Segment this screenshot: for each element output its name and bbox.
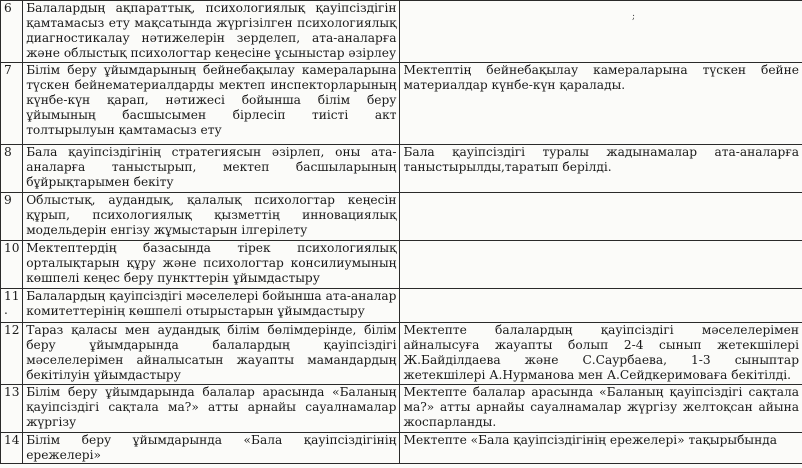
table-row — [1, 323, 802, 385]
task-cell: Балалардың қауіпсіздігі мәселелері бойынша ата-аналар комитеттерінің көшпелі отырыстарын ұйымдастыру — [23, 289, 400, 323]
table-row — [1, 385, 802, 433]
table-row — [1, 289, 802, 323]
row-number: 6 — [1, 1, 23, 63]
table-row — [1, 241, 802, 289]
result-cell — [400, 193, 802, 241]
result-cell — [400, 289, 802, 323]
result-cell: Бала қауіпсіздігі туралы жадынамалар ата-аналарға таныстырылды,таратып берілді. — [400, 145, 802, 193]
row-number: 12 — [1, 323, 23, 385]
result-cell — [400, 241, 802, 289]
row-number: 10 — [1, 241, 23, 289]
result-cell: Мектепте балалар арасында «Баланың қауіпсіздігі сақтала ма?» атты арнайы сауалнамалар жүргізу желтоқсан айына жоспарланды. — [400, 385, 802, 433]
row-number: 11 — [4, 289, 20, 303]
task-cell: Білім беру ұйымдарының бейнебақылау камераларына түскен бейнематериалдарды мектеп инспекторларының күнбе-күн қарап, нәтижесі бойынша білім беру ұйымының басшысымен бірлесіп тиісті акт толтырылуын қамтамасыз ету — [23, 63, 400, 145]
task-cell: Білім беру ұйымдарында «Бала қауіпсіздігінің ережелері» — [23, 433, 400, 464]
task-cell: Облыстық, аудандық, қалалық психологтар кеңесін құрып, психологиялық қызметтің инновациялық модельдерін енгізу жұмыстарын ілгерілету — [23, 193, 400, 241]
row-number-cell — [1, 289, 23, 323]
result-cell — [400, 1, 802, 63]
row-number: 14 — [1, 433, 23, 464]
task-cell: Бала қауіпсіздігінің стратегиясын әзірлеп, оны ата-аналарға таныстырып, мектеп басшыларының бұйрықтарымен бекіту — [23, 145, 400, 193]
table-row — [1, 63, 802, 145]
task-cell: Тараз қаласы мен аудандық білім бөлімдерінде, білім беру ұйымдарында балалардың қауіпсіздігі мәселелерімен айналысатын жауапты мамандардың бекітілуін ұйымдастыру — [23, 323, 400, 385]
table-row — [1, 433, 802, 464]
task-cell: Балалардың ақпараттық, психологиялық қауіпсіздігін қамтамасыз ету мақсатында жүргізілген психологиялық диагностикалау нәтижелерін зерделеп, ата-аналарға және облыстық психологтар кеңесіне ұсыныстар әзірлеу — [23, 1, 400, 63]
task-cell: Білім беру ұйымдарында балалар арасында «Баланың қауіпсіздігі сақтала ма?» атты арнайы сауалнамалар жүргізу — [23, 385, 400, 433]
result-cell: Мектепте «Бала қауіпсіздігінің ережелері» тақырыбында — [400, 433, 802, 464]
row-number: 7 — [1, 63, 23, 145]
row-number-dot: . — [4, 303, 8, 317]
result-cell: Мектепте балалардың қауіпсіздігі мәселелерімен айналысуға жауапты болып 2-4 сынып жетекшілері Ж.Байділдаева және С.Саурбаева, 1-3 сыныптар жетекшілері А.Нурманова мен А.Сейдкеримоваға бекітілді. — [400, 323, 802, 385]
row-number: 13 — [1, 385, 23, 433]
row-number: 8 — [1, 145, 23, 193]
result-cell: Мектептің бейнебақылау камераларына түскен бейне материалдар күнбе-күн қаралады. — [400, 63, 802, 145]
scan-mark: ; — [632, 12, 636, 22]
table-row — [1, 1, 802, 63]
task-cell: Мектептердің базасында тірек психологиялық орталықтарын құру және психологтар консилиумының көшпелі кеңес беру пункттерін ұйымдастыру — [23, 241, 400, 289]
table-row — [1, 193, 802, 241]
row-number: 9 — [1, 193, 23, 241]
table-row — [1, 145, 802, 193]
